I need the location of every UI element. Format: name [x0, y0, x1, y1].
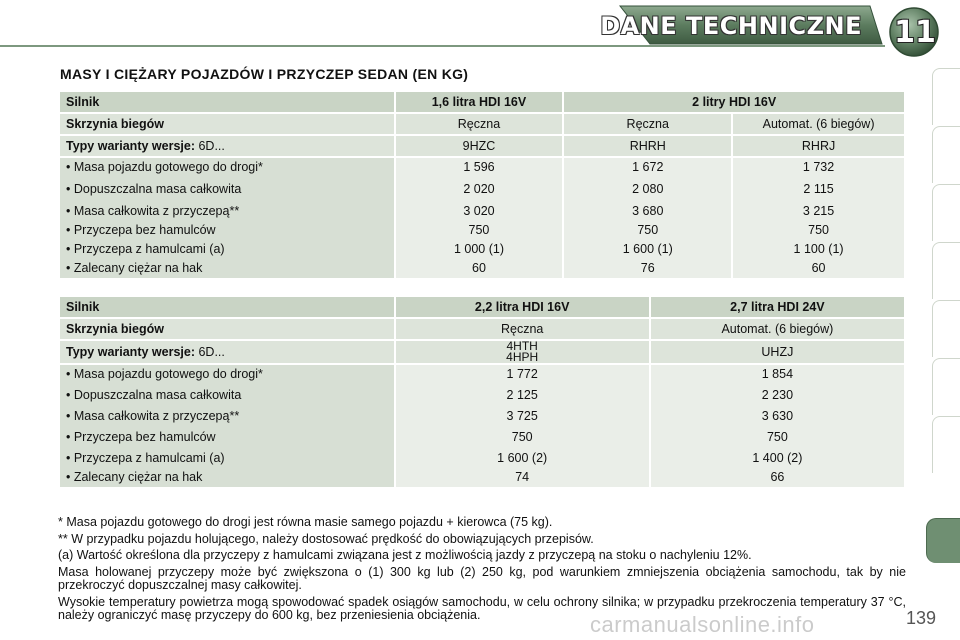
value-cell: 60: [472, 261, 486, 275]
value-cell: 3 680: [632, 204, 664, 218]
value-cell: 60: [811, 261, 826, 275]
gearbox-label: Skrzynia biegów: [60, 319, 394, 339]
gearbox-row: [60, 319, 904, 339]
type-col-2: UHZJ: [651, 341, 904, 363]
gearbox-col-2: Automat. (6 biegów): [651, 319, 904, 339]
chapter-tab[interactable]: [932, 126, 960, 183]
value-cell: 3 630: [761, 409, 794, 423]
mass-data-row: [60, 158, 904, 278]
gearbox-col-1: Ręczna: [396, 114, 563, 134]
row-label: • Masa pojazdu gotowego do drogi*: [66, 367, 263, 381]
weights-table-2: [58, 295, 906, 489]
chapter-tabs: [924, 60, 960, 580]
engine-row: [60, 297, 904, 317]
mass-values-col-2: [564, 158, 731, 278]
types-label: Typy warianty wersje:: [66, 139, 195, 153]
mass-values-col-2: [651, 365, 904, 487]
types-row: [60, 341, 904, 363]
type-code: 4HPH: [506, 350, 539, 364]
row-label: • Dopuszczalna masa całkowita: [66, 182, 242, 196]
value-cell: 2 125: [506, 388, 538, 402]
value-cell: 1 600 (1): [622, 242, 673, 256]
row-label: • Zalecany ciężar na hak: [66, 261, 203, 275]
mass-values-col-1: [396, 365, 649, 487]
type-col-2: RHRH: [564, 136, 731, 156]
gearbox-row: [60, 114, 904, 134]
chapter-tab[interactable]: [932, 300, 960, 357]
value-cell: 3 725: [506, 409, 538, 423]
page-number: 139: [905, 608, 936, 628]
chapter-tab[interactable]: [932, 358, 960, 415]
value-cell: 1 600 (2): [497, 451, 548, 465]
mass-labels: [60, 158, 394, 278]
chapter-tab[interactable]: [932, 416, 960, 473]
value-cell: 3 020: [463, 204, 495, 218]
type-code: 4HTH: [506, 339, 538, 353]
footnote-asterisk: * Masa pojazdu gotowego do drogi jest równa masie samego pojazdu + kierowca (75 kg).: [58, 515, 553, 529]
mass-labels: [60, 365, 394, 487]
value-cell: 2 115: [803, 182, 834, 196]
type-col-1: 9HZC: [396, 136, 563, 156]
row-label: • Dopuszczalna masa całkowita: [66, 388, 242, 402]
chapter-number-badge: 11: [894, 14, 936, 50]
value-cell: 750: [808, 223, 829, 237]
row-label: • Przyczepa bez hamulców: [66, 430, 216, 444]
value-cell: 750: [468, 223, 490, 237]
engine-label: Silnik: [60, 297, 394, 317]
gearbox-label: Skrzynia biegów: [60, 114, 394, 134]
mass-data-row: [60, 365, 904, 487]
value-cell: 1 596: [463, 160, 495, 174]
types-suffix: 6D...: [198, 139, 225, 153]
value-cell: 76: [640, 261, 655, 275]
row-label: • Masa całkowita z przyczepą**: [66, 204, 240, 218]
value-cell: 74: [515, 470, 530, 484]
footnote-a: (a) Wartość określona dla przyczepy z hamulcami związana jest z możliwością jazdy z przyczepą na stoku o nachyleniu 12%.: [58, 548, 752, 562]
gearbox-col-3: Automat. (6 biegów): [733, 114, 904, 134]
row-label: • Przyczepa z hamulcami (a): [66, 451, 225, 465]
value-cell: 1 000 (1): [453, 242, 504, 256]
chapter-tab[interactable]: [932, 242, 960, 299]
weights-table-1: [58, 90, 906, 280]
row-label: • Przyczepa z hamulcami (a): [66, 242, 225, 256]
value-cell: 66: [770, 470, 785, 484]
page-title: MASY I CIĘŻARY POJAZDÓW I PRZYCZEP SEDAN (EN KG): [60, 66, 469, 82]
engine-label: Silnik: [60, 92, 394, 112]
type-col-1: [396, 341, 649, 363]
value-cell: 1 732: [802, 160, 835, 174]
value-cell: 1 400 (2): [752, 451, 803, 465]
type-col-3: RHRJ: [733, 136, 904, 156]
engine-row: [60, 92, 904, 112]
engine-col-2: 2 litry HDI 16V: [564, 92, 904, 112]
row-label: • Zalecany ciężar na hak: [66, 470, 203, 484]
value-cell: 3 215: [802, 204, 835, 218]
value-cell: 1 772: [506, 367, 538, 381]
chapter-title: DANE TECHNICZNE: [600, 12, 862, 40]
mass-values-col-3: [733, 158, 904, 278]
value-cell: 750: [766, 430, 788, 444]
engine-col-1: 1,6 litra HDI 16V: [396, 92, 563, 112]
chapter-header: [0, 0, 960, 58]
footnote-double-asterisk: ** W przypadku pojazdu holującego, należy dostosować prędkość do obowiązujących przepisów.: [58, 531, 594, 546]
types-label-cell: [60, 341, 394, 363]
types-label: Typy warianty wersje:: [66, 345, 195, 359]
value-cell: 1 854: [761, 367, 794, 381]
mass-values-col-1: [396, 158, 563, 278]
footnotes: [58, 516, 906, 626]
engine-col-1: 2,2 litra HDI 16V: [396, 297, 649, 317]
gearbox-col-2: Ręczna: [564, 114, 731, 134]
row-label: • Masa całkowita z przyczepą**: [66, 409, 240, 423]
footnote-temperature: Wysokie temperatury powietrza mogą spowodować spadek osiągów samochodu, w celu ochrony silnika; w przypadku przekroczenia temperatury 37 °C, należy ograniczyć masę przyczepy do 600 kg, bez przeniesienia obciążenia.: [58, 594, 906, 622]
gearbox-col-1: Ręczna: [396, 319, 649, 339]
types-suffix: 6D...: [198, 345, 225, 359]
value-cell: 2 020: [463, 182, 495, 196]
value-cell: 2 080: [632, 182, 664, 196]
row-label: • Przyczepa bez hamulców: [66, 223, 216, 237]
value-cell: 1 672: [632, 160, 664, 174]
watermark: carmanualsonline.info: [590, 612, 815, 637]
value-cell: 750: [637, 223, 659, 237]
value-cell: 1 100 (1): [793, 242, 844, 256]
engine-col-2: 2,7 litra HDI 24V: [651, 297, 904, 317]
value-cell: 750: [511, 430, 533, 444]
row-label: • Masa pojazdu gotowego do drogi*: [66, 160, 263, 174]
chapter-tab[interactable]: [932, 68, 960, 125]
types-label-cell: [60, 136, 394, 156]
chapter-tab[interactable]: [932, 184, 960, 241]
value-cell: 2 230: [761, 388, 794, 402]
chapter-tab-active[interactable]: [926, 518, 960, 563]
footnote-trailer-mass: Masa holowanej przyczepy może być zwiększona o (1) 300 kg lub (2) 250 kg, pod warunkiem zmniejszenia obciążenia samochodu, tak by nie przekroczyć dopuszczalnej masy całkowitej.: [58, 564, 906, 592]
types-row: [60, 136, 904, 156]
